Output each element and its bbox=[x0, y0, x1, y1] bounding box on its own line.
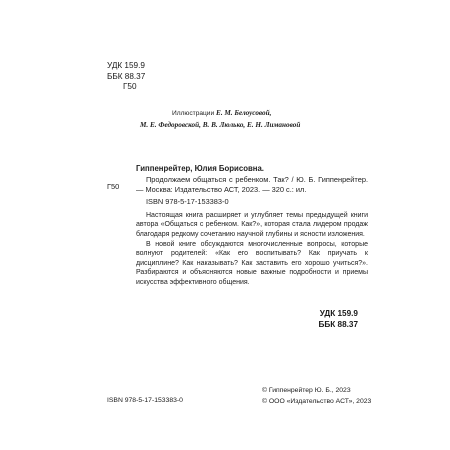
udk-code: УДК 159.9 bbox=[107, 61, 145, 70]
copyright-author: © Гиппенрейтер Ю. Б., 2023 bbox=[262, 387, 351, 394]
illustrations-line-1 bbox=[140, 108, 345, 120]
illustrations-credit bbox=[140, 108, 345, 131]
illustrator-names-1: Е. М. Белоусовой, bbox=[216, 109, 272, 117]
bibliographic-description: Продолжаем общаться с ребенком. Так? / Ю. Б. Гиппенрейтер. — Москва: Издательство АСТ, 2023. — 320 с.: ил. bbox=[136, 175, 368, 195]
author-heading: Гиппенрейтер, Юлия Борисовна. bbox=[136, 164, 264, 173]
entry-author-mark: Г50 bbox=[107, 182, 120, 191]
isbn-footer: ISBN 978-5-17-153383-0 bbox=[107, 397, 183, 404]
bbk-code: ББК 88.37 bbox=[107, 71, 146, 81]
udk-code-bottom: УДК 159.9 bbox=[319, 309, 358, 318]
illustrator-names-2: М. Е. Федоровской, В. В. Люлько, Е. Н. Лимановой bbox=[140, 120, 301, 129]
classification-codes-bottom bbox=[302, 309, 358, 330]
annotation-paragraph-2: В новой книге обсуждаются многочисленные вопросы, которые волнуют родителей: «Как его воспитывать? Как приучать к дисциплине? Как наказывать? Как заставить его хорошо учиться?». Разбираются и объясняются новые важные подробности и приемы искусства эффективного общения. bbox=[136, 240, 368, 286]
annotation-paragraph-1: Настоящая книга расширяет и углубляет темы предыдущей книги автора «Общаться с ребенком. Как?», которая стала лидером продаж благодаря редкому сочетанию научной глубины и ясности изложения. bbox=[136, 211, 368, 238]
copyright-notices bbox=[262, 386, 371, 407]
illustrations-line-2 bbox=[140, 120, 345, 132]
copyright-publisher: © ООО «Издательство АСТ», 2023 bbox=[262, 397, 372, 405]
isbn-main: ISBN 978-5-17-153383-0 bbox=[146, 196, 229, 206]
illustrations-prefix: Иллюстрации bbox=[172, 110, 215, 117]
classification-codes-top bbox=[107, 61, 145, 93]
author-mark: Г50 bbox=[123, 82, 137, 91]
bbk-code-bottom: ББК 88.37 bbox=[318, 319, 358, 329]
catalog-entry bbox=[136, 164, 368, 288]
